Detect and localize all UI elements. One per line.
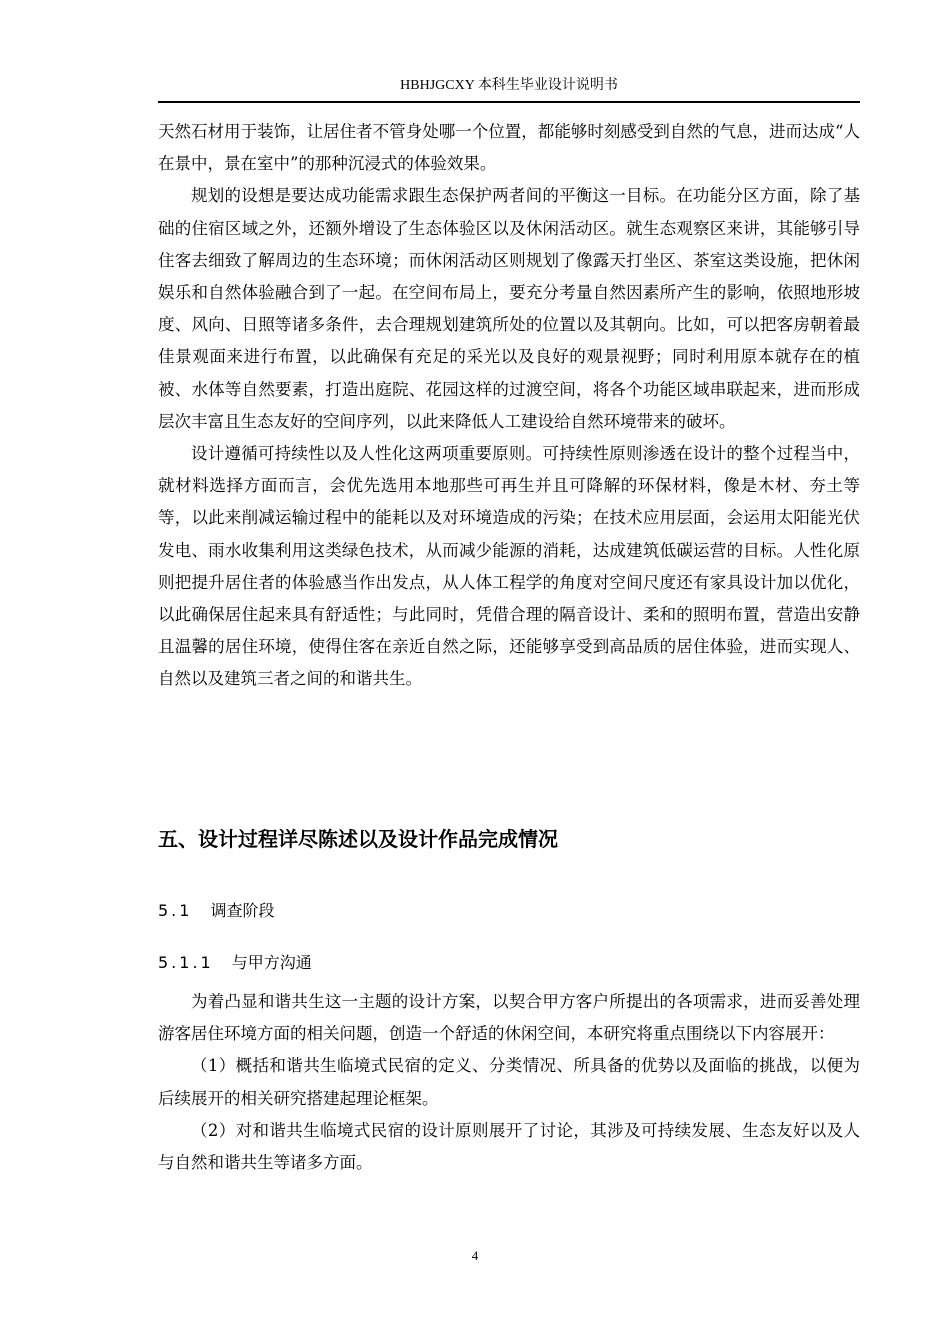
paragraph: 天然石材用于装饰，让居住者不管身处哪一个位置，都能够时刻感受到自然的气息，进而达成“人在景中，景在室中”的那种沉浸式的体验效果。 (158, 122, 860, 174)
subsection-title: 调查阶段 (210, 901, 275, 920)
list-paragraph: （1）概括和谐共生临境式民宿的定义、分类情况、所具备的优势以及面临的挑战，以便为后续展开的相关研究搭建起理论框架。 (158, 1056, 860, 1108)
subsubsection-title: 与甲方沟通 (231, 953, 312, 972)
body-text-top (158, 116, 860, 696)
section-heading: 五、设计过程详尽陈述以及设计作品完成情况 (158, 827, 558, 851)
page-header: HBHJGCXY 本科生毕业设计说明书 (400, 78, 618, 93)
body-text-bottom (158, 986, 860, 1179)
paragraph: 为着凸显和谐共生这一主题的设计方案，以契合甲方客户所提出的各项需求，进而妥善处理游客居住环境方面的相关问题，创造一个舒适的休闲空间，本研究将重点围绕以下内容展开： (158, 992, 860, 1044)
list-paragraph: （2）对和谐共生临境式民宿的设计原则展开了讨论，其涉及可持续发展、生态友好以及人与自然和谐共生等诸多方面。 (158, 1120, 860, 1173)
paragraph: 设计遵循可持续性以及人性化这两项重要原则。可持续性原则渗透在设计的整个过程当中，就材料选择方面而言，会优先选用本地那些可再生并且可降解的环保材料，像是木材、夯土等等，以此来削减运输过程中的能耗以及对环境造成的污染；在技术应用层面，会运用太阳能光伏发电、雨水收集利用这类绿色技术，从而减少能源的消耗，达成建筑低碳运营的目标。人性化原则把提升居住者的体验感当作出发点，从人体工程学的角度对空间尺度还有家具设计加以优化，以此确保居住起来具有舒适性；与此同时，凭借合理的隔音设计、柔和的照明布置，营造出安静且温馨的居住环境，使得住客在亲近自然之际，还能够享受到高品质的居住体验，进而实现人、自然以及建筑三者之间的和谐共生。 (158, 444, 860, 689)
paragraph: 规划的设想是要达成功能需求跟生态保护两者间的平衡这一目标。在功能分区方面，除了基础的住宿区域之外，还额外增设了生态体验区以及休闲活动区。就生态观察区来讲，其能够引导住客去细致了解周边的生态环境；而休闲活动区则规划了像露天打坐区、茶室这类设施，把休闲娱乐和自然体验融合到了一起。在空间布局上，要充分考量自然因素所产生的影响，依照地形坡度、风向、日照等诸多条件，去合理规划建筑所处的位置以及其朝向。比如，可以把客房朝着最佳景观面来进行布置，以此确保有充足的采光以及良好的观景视野；同时利用原本就存在的植被、水体等自然要素，打造出庭院、花园这样的过渡空间，将各个功能区域串联起来，进而形成层次丰富且生态友好的空间序列，以此来降低人工建设给自然环境带来的破坏。 (158, 186, 860, 431)
subsection-heading (158, 900, 274, 922)
page-number: 4 (471, 1248, 479, 1263)
header-rule (158, 101, 860, 103)
subsubsection-number: 5.1.1 (158, 953, 214, 972)
subsection-number: 5.1 (158, 901, 193, 920)
subsubsection-heading (158, 952, 312, 974)
